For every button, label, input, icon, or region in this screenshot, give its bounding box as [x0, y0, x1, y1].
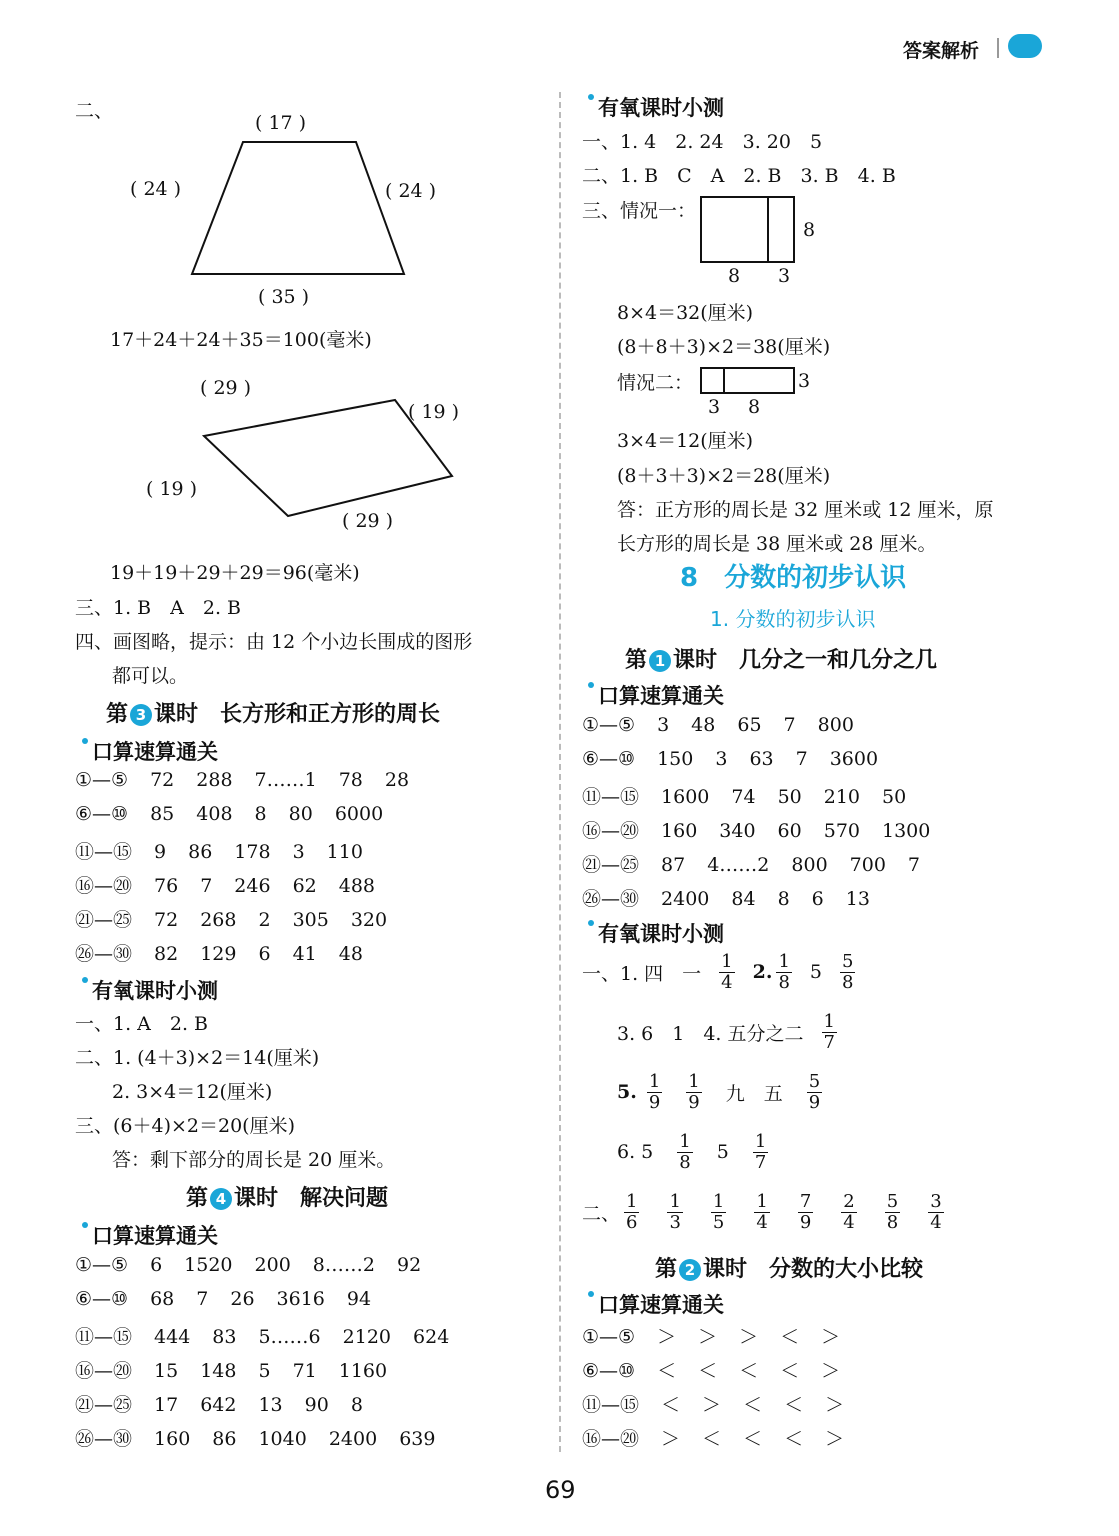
val: 5: [258, 1360, 271, 1382]
answer-three: 三、1. B A 2. B: [75, 597, 241, 619]
val: 71: [292, 1360, 317, 1382]
frac-line-1: [582, 952, 855, 993]
row-label: ①—⑤: [75, 1254, 129, 1276]
lesson1-pre: 第: [625, 648, 648, 673]
val: 129: [200, 943, 237, 965]
val: 6: [258, 943, 271, 965]
val: 48: [338, 943, 363, 965]
val: ＜: [743, 1394, 763, 1416]
denominator: 7: [754, 1151, 767, 1173]
val: ＜: [657, 1360, 677, 1382]
lesson3-post: 课时 长方形和正方形的周长: [154, 702, 441, 727]
answer-b: 长方形的周长是 38 厘米或 28 厘米。: [617, 533, 937, 555]
frac-line-6: [617, 1132, 768, 1173]
val: 6: [811, 888, 824, 910]
val: ＜: [661, 1394, 681, 1416]
case1-rect-figure: [700, 196, 796, 264]
val: 86: [212, 1428, 237, 1450]
case1-b1: 8: [728, 265, 741, 287]
fraction: [776, 952, 791, 993]
case2-rect-figure: [700, 367, 796, 395]
val: ＜: [702, 1428, 722, 1450]
denominator: 5: [712, 1211, 725, 1233]
row-label: ①—⑤: [582, 714, 636, 736]
lesson4-num: 4: [210, 1188, 232, 1210]
oral3-row-1: [75, 803, 405, 825]
val: ＞: [825, 1428, 845, 1450]
val: ＜: [780, 1360, 800, 1382]
val: 200: [254, 1254, 291, 1276]
oral4-row-2: [75, 1322, 471, 1349]
numerator: 1: [754, 1131, 767, 1152]
oral1-row-5: [582, 884, 892, 911]
val: ＞: [657, 1326, 677, 1348]
val: 2: [258, 909, 271, 931]
val: 340: [719, 820, 756, 842]
denominator: 3: [669, 1211, 681, 1233]
oral4-row-1: [75, 1288, 393, 1310]
val: 7: [795, 748, 808, 770]
denominator: 4: [756, 1211, 768, 1233]
val: 7: [200, 875, 213, 897]
numerator: 2: [843, 1191, 855, 1212]
lesson2-title: [655, 1252, 923, 1283]
lesson2-num: 2: [679, 1259, 701, 1281]
val: 84: [731, 888, 756, 910]
denominator: 7: [823, 1031, 835, 1053]
denominator: 4: [721, 971, 733, 993]
denominator: 9: [799, 1211, 812, 1233]
row-label: ㉖—㉚: [75, 943, 133, 965]
oral4-row-3: [75, 1356, 409, 1383]
row-label: ⑪—⑮: [582, 786, 640, 808]
val: 4……2: [707, 854, 770, 876]
val: 639: [399, 1428, 436, 1450]
val: ＞: [702, 1394, 722, 1416]
trapezoid-figure: [188, 138, 410, 280]
val: 246: [234, 875, 271, 897]
fraction: [841, 1192, 856, 1233]
f2-label: 二、: [582, 1202, 621, 1225]
val: 320: [350, 909, 388, 931]
numerator: 1: [756, 1191, 768, 1212]
val: ＜: [784, 1428, 804, 1450]
val: 41: [292, 943, 317, 965]
row-label: ⑪—⑮: [582, 1394, 640, 1416]
val: 1300: [882, 820, 931, 842]
f6-c: 5: [716, 1141, 729, 1164]
case2-calc-a: 3×4＝12(厘米): [617, 430, 754, 452]
header-badge-icon: [1008, 34, 1042, 58]
right-line-3-label: 三、情况一：: [582, 200, 697, 222]
val: 28: [384, 769, 410, 791]
case2-b1: 3: [708, 396, 721, 418]
val: ＜: [780, 1326, 800, 1348]
frac-line-5: [617, 1072, 822, 1113]
val: 15: [154, 1360, 179, 1382]
row-label: ⑪—⑮: [75, 841, 133, 863]
val: 68: [150, 1288, 175, 1310]
val: 570: [823, 820, 860, 842]
row-label: ①—⑤: [75, 769, 129, 791]
oral3-row-4: [75, 905, 409, 932]
val: 72: [154, 909, 179, 931]
val: 3616: [276, 1288, 325, 1310]
f6-pre: 6. 5: [617, 1141, 654, 1164]
val: 268: [200, 909, 237, 931]
fraction: [719, 952, 734, 993]
val: 150: [657, 748, 694, 770]
val: 7: [907, 854, 921, 876]
numerator: 5: [808, 1071, 821, 1092]
row-label: ㉑—㉕: [75, 909, 133, 931]
denominator: 4: [930, 1211, 942, 1233]
numerator: 5: [886, 1191, 899, 1212]
val: 1040: [258, 1428, 307, 1450]
row-label: ⑥—⑩: [75, 803, 129, 825]
val: 76: [154, 875, 179, 897]
fraction: [822, 1012, 837, 1053]
oral3-row-2: [75, 837, 385, 864]
val: 305: [292, 909, 329, 931]
lesson4-post: 课时 解决问题: [234, 1186, 389, 1211]
section-two-label: 二、: [75, 100, 114, 122]
val: ＞: [698, 1326, 718, 1348]
numerator: 7: [799, 1191, 812, 1212]
column-divider: [559, 92, 561, 1452]
answer-four-b: 都可以。: [112, 665, 189, 687]
fraction: [686, 1072, 701, 1113]
fraction: [624, 1192, 639, 1233]
para-top-label: ( 29 ): [200, 377, 252, 399]
oral2-row-1: [582, 1356, 862, 1383]
numerator: 1: [778, 951, 790, 972]
denominator: 8: [842, 971, 854, 993]
val: 65: [737, 714, 762, 736]
lesson4-title: [186, 1181, 388, 1212]
val: ＞: [825, 1394, 845, 1416]
oral1-row-3: [582, 816, 952, 843]
val: 7……1: [254, 769, 317, 791]
val: ＞: [821, 1360, 841, 1382]
denominator: 6: [626, 1211, 638, 1233]
val: 2400: [328, 1428, 378, 1450]
f1-pre: 一、1. 四 一: [582, 962, 702, 985]
val: 5……6: [258, 1326, 321, 1348]
oral3-title: 口算速算通关: [92, 736, 218, 766]
oral1-title: 口算速算通关: [598, 680, 724, 710]
lesson1-title: [625, 643, 937, 674]
val: 444: [154, 1326, 191, 1348]
fraction: [677, 1132, 692, 1173]
val: 9: [154, 841, 167, 863]
val: 63: [749, 748, 774, 770]
val: 74: [731, 786, 756, 808]
val: 800: [791, 854, 828, 876]
val: 13: [258, 1394, 283, 1416]
row-label: ⑥—⑩: [582, 748, 636, 770]
oral1-row-1: [582, 748, 900, 770]
fraction: [885, 1192, 900, 1233]
val: ＜: [698, 1360, 718, 1382]
val: 83: [212, 1326, 237, 1348]
val: 148: [200, 1360, 237, 1382]
para-left-label: ( 19 ): [146, 478, 198, 500]
val: 92: [396, 1254, 422, 1276]
numerator: 1: [648, 1071, 661, 1092]
f3-pre: 3. 6 1 4. 五分之二: [617, 1022, 804, 1045]
chapter-title: 8 分数的初步认识: [680, 563, 907, 593]
case1-b2: 3: [778, 265, 791, 287]
oral1-row-4: [582, 850, 942, 877]
row-label: ①—⑤: [582, 1326, 636, 1348]
oral1-row-0: [582, 714, 876, 736]
lesson3-num: 3: [130, 704, 152, 726]
val: 6000: [334, 803, 384, 825]
case2-calc-b: (8＋3＋3)×2＝28(厘米): [617, 465, 831, 487]
case2-b2: 8: [748, 396, 761, 418]
numerator: 1: [626, 1191, 638, 1212]
fraction: [754, 1192, 769, 1233]
numerator: 1: [669, 1191, 681, 1212]
val: 50: [777, 786, 802, 808]
val: 72: [150, 769, 175, 791]
lesson4-pre: 第: [186, 1186, 209, 1211]
numerator: 1: [712, 1191, 725, 1212]
row-label: ⑯—⑳: [75, 875, 133, 897]
denominator: 9: [808, 1091, 821, 1113]
para-calc: 19＋19＋29＋29＝96(毫米): [110, 562, 360, 584]
fraction: [798, 1192, 813, 1233]
val: 62: [292, 875, 317, 897]
trap-calc: 17＋24＋24＋35＝100(毫米): [110, 329, 372, 351]
val: 2400: [661, 888, 710, 910]
test3-title: 有氧课时小测: [92, 975, 218, 1005]
val: 160: [154, 1428, 191, 1450]
trap-top-label: ( 17 ): [255, 112, 307, 134]
val: 7: [196, 1288, 209, 1310]
oral2-row-2: [582, 1390, 866, 1417]
oral4-title: 口算速算通关: [92, 1220, 218, 1250]
oral4-row-4: [75, 1390, 385, 1417]
denominator: 8: [679, 1151, 691, 1173]
f5-pre: 5.: [617, 1081, 637, 1104]
lesson2-pre: 第: [655, 1257, 678, 1282]
para-right-label: ( 19 ): [408, 401, 460, 423]
val: 210: [823, 786, 861, 808]
val: 642: [200, 1394, 237, 1416]
denominator: 8: [778, 971, 790, 993]
test1-title: 有氧课时小测: [598, 918, 724, 948]
trap-left-label: ( 24 ): [130, 178, 182, 200]
val: 8: [350, 1394, 363, 1416]
val: 8……2: [312, 1254, 375, 1276]
val: 78: [338, 769, 363, 791]
val: 86: [188, 841, 213, 863]
answer-a: 答：正方形的周长是 32 厘米或 12 厘米，原: [617, 499, 994, 521]
val: 1520: [184, 1254, 233, 1276]
numerator: 1: [823, 1011, 835, 1032]
val: 94: [346, 1288, 372, 1310]
val: 800: [817, 714, 854, 736]
val: 80: [288, 803, 313, 825]
frac-line-two: [582, 1192, 944, 1233]
val: 8: [254, 803, 267, 825]
lesson1-post: 课时 几分之一和几分之几: [673, 648, 938, 673]
fraction: [840, 952, 855, 993]
val: 1160: [338, 1360, 388, 1382]
val: 408: [196, 803, 233, 825]
val: 700: [849, 854, 886, 876]
case1-calc-a: 8×4＝32(厘米): [617, 302, 754, 324]
lesson2-post: 课时 分数的大小比较: [703, 1257, 924, 1282]
val: 60: [777, 820, 802, 842]
val: ＜: [739, 1360, 759, 1382]
numerator: 3: [930, 1191, 942, 1212]
val: 85: [150, 803, 175, 825]
oral4-row-5: [75, 1424, 457, 1451]
denominator: 9: [648, 1091, 661, 1113]
row-label: ⑪—⑮: [75, 1326, 133, 1348]
trap-bottom-label: ( 35 ): [258, 286, 310, 308]
numerator: 1: [688, 1071, 700, 1092]
val: 8: [777, 888, 790, 910]
answer-four-a: 四、画图略，提示：由 12 个小边长围成的图形: [75, 631, 473, 653]
header-title: 答案解析: [903, 40, 980, 62]
header-divider: [997, 38, 999, 58]
val: ＜: [784, 1394, 804, 1416]
val: 2120: [342, 1326, 392, 1348]
oral1-row-2: [582, 782, 928, 809]
val: 3600: [829, 748, 879, 770]
val: 3: [657, 714, 670, 736]
case2-label: 情况二：: [617, 372, 694, 394]
fraction: [647, 1072, 662, 1113]
denominator: 4: [843, 1211, 855, 1233]
val: 288: [196, 769, 233, 791]
row-label: ㉑—㉕: [582, 854, 640, 876]
oral3-row-5: [75, 939, 385, 966]
lesson3-pre: 第: [106, 702, 129, 727]
val: 26: [230, 1288, 255, 1310]
test3-line-1: 二、1. (4＋3)×2＝14(厘米): [75, 1047, 320, 1069]
val: 160: [661, 820, 698, 842]
fraction: [807, 1072, 822, 1113]
lesson3-title: [106, 697, 440, 728]
test3-line-2: 2. 3×4＝12(厘米): [112, 1081, 273, 1103]
case1-side: 8: [803, 219, 816, 241]
f5-c: 九 五: [725, 1082, 783, 1105]
val: 17: [154, 1394, 179, 1416]
test3-line-0: 一、1. A 2. B: [75, 1013, 209, 1035]
fraction: [928, 1192, 943, 1233]
oral2-title: 口算速算通关: [598, 1289, 724, 1319]
oral2-row-3: [582, 1424, 866, 1451]
numerator: 1: [679, 1131, 691, 1152]
oral3-row-3: [75, 871, 397, 898]
val: 624: [413, 1326, 450, 1348]
val: 6: [150, 1254, 163, 1276]
numerator: 5: [842, 951, 854, 972]
right-line-2: 二、1. B C A 2. B 3. B 4. B: [582, 165, 896, 187]
val: 87: [661, 854, 686, 876]
right-line-1: 一、1. 4 2. 24 3. 20 5: [582, 131, 823, 153]
case1-calc-b: (8＋8＋3)×2＝38(厘米): [617, 336, 831, 358]
fraction: [711, 1192, 726, 1233]
row-label: ⑯—⑳: [582, 820, 640, 842]
lesson1-num: 1: [649, 650, 671, 672]
val: ＞: [661, 1428, 681, 1450]
row-label: ⑥—⑩: [75, 1288, 129, 1310]
val: 7: [783, 714, 796, 736]
row-label: ⑯—⑳: [75, 1360, 133, 1382]
oral2-row-0: [582, 1322, 862, 1349]
f1-mid: 2.: [752, 961, 773, 984]
test3-line-3: 三、(6＋4)×2＝20(厘米): [75, 1115, 296, 1137]
frac-line-3: [617, 1012, 837, 1053]
row-label: ㉑—㉕: [75, 1394, 133, 1416]
denominator: 8: [886, 1211, 899, 1233]
trap-right-label: ( 24 ): [385, 180, 437, 202]
val: 488: [338, 875, 376, 897]
oral4-row-0: [75, 1254, 443, 1276]
fraction: [753, 1132, 768, 1173]
denominator: 9: [688, 1091, 700, 1113]
test-right-title: 有氧课时小测: [598, 92, 724, 122]
val: 1600: [661, 786, 710, 808]
val: 110: [326, 841, 363, 863]
numerator: 1: [721, 951, 733, 972]
test3-line-4: 答：剩下部分的周长是 20 厘米。: [112, 1149, 396, 1171]
val: ＞: [821, 1326, 841, 1348]
val: 178: [234, 841, 271, 863]
row-label: ㉖—㉚: [75, 1428, 133, 1450]
row-label: ⑯—⑳: [582, 1428, 640, 1450]
row-label: ㉖—㉚: [582, 888, 640, 910]
fraction: [667, 1192, 682, 1233]
oral3-row-0: [75, 769, 431, 791]
val: 90: [304, 1394, 329, 1416]
val: 48: [691, 714, 716, 736]
case2-side: 3: [798, 370, 811, 392]
f1-c: 5: [809, 961, 823, 984]
val: 13: [845, 888, 870, 910]
subchapter-title: 1. 分数的初步认识: [710, 607, 876, 631]
row-label: ⑥—⑩: [582, 1360, 636, 1382]
para-bottom-label: ( 29 ): [342, 510, 394, 532]
val: 50: [882, 786, 907, 808]
val: 3: [715, 748, 728, 770]
val: ＜: [743, 1428, 763, 1450]
val: 82: [154, 943, 179, 965]
val: 3: [292, 841, 305, 863]
val: ＞: [739, 1326, 759, 1348]
page-number: 69: [545, 1476, 576, 1504]
